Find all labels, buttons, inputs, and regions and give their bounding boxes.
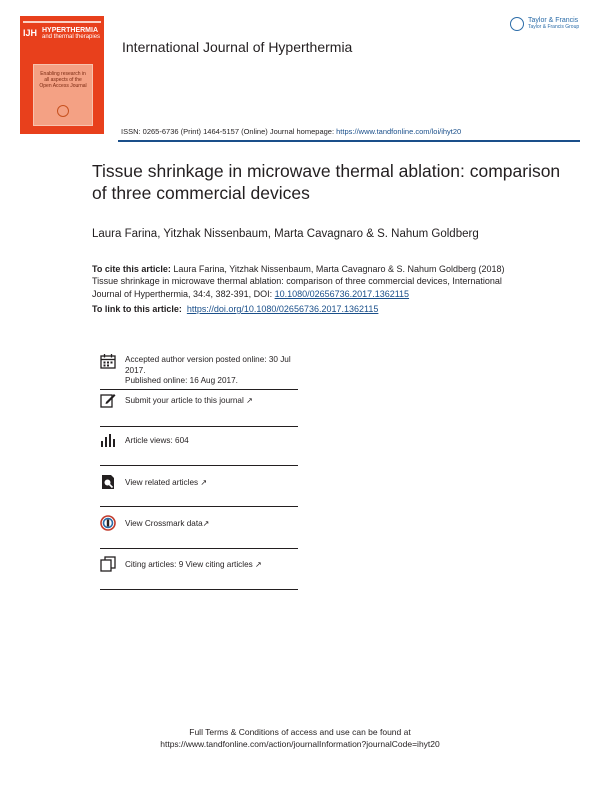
cover-panel: [33, 64, 93, 126]
link-block: [92, 303, 378, 315]
citing-articles-row[interactable]: [100, 556, 298, 590]
row-divider: [100, 506, 298, 507]
external-link-icon: ↗: [255, 560, 262, 569]
publisher-name: Taylor & Francis: [528, 17, 579, 24]
footer-terms-text: Full Terms & Conditions of access and use can be found at: [189, 727, 411, 737]
publisher-logo[interactable]: [510, 15, 582, 37]
article-title: Tissue shrinkage in microwave thermal ablation: comparison of three commercial devices: [92, 161, 561, 203]
published-date: Published online: 16 Aug 2017.: [125, 376, 238, 385]
cover-tagline: Enabling research in all aspects of the Open Access Journal: [39, 71, 87, 89]
bar-chart-icon: [100, 432, 116, 448]
journal-title: International Journal of Hyperthermia: [122, 39, 353, 55]
cite-label: To cite this article:: [92, 264, 171, 274]
crossmark-label: View Crossmark data: [125, 519, 203, 528]
calendar-icon: [100, 353, 116, 369]
cite-text: Laura Farina, Yitzhak Nissenbaum, Marta Cavagnaro & S. Nahum Goldberg (2018) Tissue shrinkage in microwave thermal ablation: comparison of three commercial devices, International Journal of Hyperthermia, 34:4, 382-391, DOI:: [92, 264, 505, 299]
article-views: Article views: 604: [125, 436, 189, 445]
row-divider: [100, 548, 298, 549]
cover-name-line2: and thermal therapies: [42, 34, 101, 40]
issn-text: ISSN: 0265-6736 (Print) 1464-5157 (Online) Journal homepage:: [121, 127, 337, 136]
publisher-logo-icon: [510, 17, 524, 31]
submit-article-label: Submit your article to this journal: [125, 396, 244, 405]
journal-cover-image: [20, 16, 104, 134]
related-articles-label: View related articles: [125, 478, 199, 487]
publication-dates-row: [100, 353, 298, 395]
crossmark-icon: [100, 515, 116, 531]
issn-line: [121, 127, 461, 136]
article-authors: Laura Farina, Yitzhak Nissenbaum, Marta Cavagnaro & S. Nahum Goldberg: [92, 228, 479, 240]
article-views-row: [100, 432, 298, 466]
related-articles-row[interactable]: [100, 474, 298, 508]
edit-icon: [100, 392, 116, 408]
row-divider: [100, 589, 298, 590]
citing-articles-link[interactable]: [125, 560, 300, 571]
crossmark-link[interactable]: [125, 519, 300, 530]
external-link-icon: ↗: [246, 396, 253, 405]
publisher-logo-text: [528, 17, 579, 30]
publication-dates: [125, 355, 300, 387]
related-articles-link[interactable]: [125, 478, 300, 489]
accepted-date: Accepted author version posted online: 30 Jul 2017.: [125, 355, 291, 375]
footer-terms-link[interactable]: https://www.tandfonline.com/action/journalInformation?journalCode=ihyt20: [160, 739, 440, 749]
header-divider: [118, 140, 580, 142]
cover-name-line1: HYPERTHERMIA: [42, 27, 99, 34]
cover-abbreviation: IJH: [23, 28, 38, 38]
journal-homepage-link[interactable]: https://www.tandfonline.com/loi/ihyt20: [336, 127, 462, 136]
cite-doi-link[interactable]: 10.1080/02656736.2017.1362115: [274, 288, 410, 299]
citing-articles-label: Citing articles: 9 View citing articles: [125, 560, 253, 569]
row-divider: [100, 465, 298, 466]
copy-documents-icon: [100, 556, 116, 572]
search-document-icon: [100, 474, 116, 490]
external-link-icon: ↗: [200, 478, 208, 487]
external-link-icon: ↗: [202, 519, 210, 528]
submit-article-row[interactable]: [100, 392, 298, 426]
publisher-group: Taylor & Francis Group: [528, 24, 580, 30]
article-doi-link[interactable]: https://doi.org/10.1080/02656736.2017.1362115: [186, 304, 379, 314]
link-label: To link to this article:: [92, 304, 182, 314]
cover-badge-icon: [57, 105, 69, 117]
cover-journal-name: [42, 27, 102, 41]
row-divider: [100, 389, 298, 390]
footer-terms: [0, 726, 600, 750]
cover-top-line: [23, 21, 101, 23]
citation-block: [92, 263, 512, 300]
crossmark-row[interactable]: [100, 515, 298, 549]
submit-article-link[interactable]: [125, 396, 300, 407]
row-divider: [100, 426, 298, 427]
